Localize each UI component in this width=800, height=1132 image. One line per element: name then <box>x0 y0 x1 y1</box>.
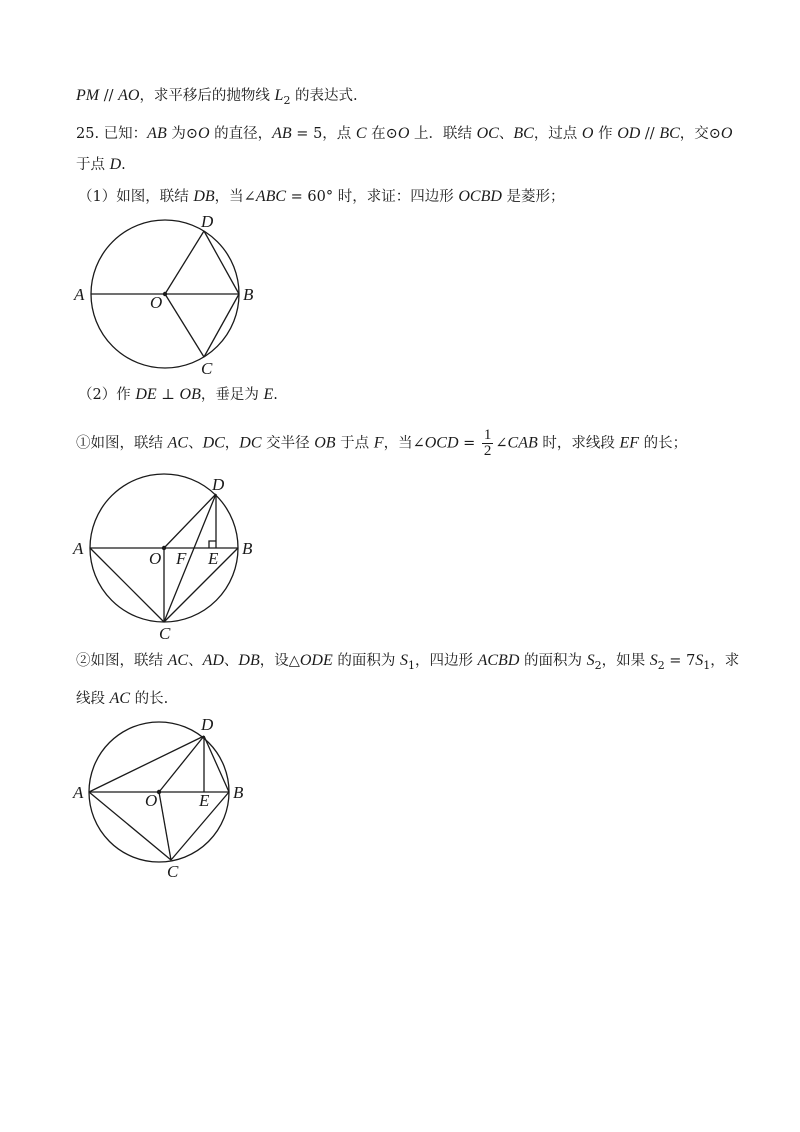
segment-ad <box>89 736 204 792</box>
t: DB <box>238 652 260 669</box>
t: 2 <box>594 658 602 672</box>
t: S <box>586 652 595 669</box>
t: . <box>121 157 126 173</box>
t: BC <box>659 125 680 142</box>
t: EF <box>619 434 640 452</box>
t: OCD <box>424 434 459 452</box>
t: S <box>399 652 408 669</box>
t: 是菱形； <box>501 189 565 205</box>
t: ，交⊙ <box>679 126 721 142</box>
t: . <box>273 387 278 403</box>
t: 在⊙ <box>366 126 398 142</box>
t: 的长. <box>130 691 169 707</box>
right-angle-mark <box>209 541 216 548</box>
t: 1 <box>407 658 415 672</box>
t: 上．联结 <box>409 126 477 142</box>
t: = 60° 时，求证：四边形 <box>286 189 459 205</box>
label-a: A <box>73 783 84 802</box>
t: AB <box>147 125 167 142</box>
t: 的表达式. <box>290 88 358 104</box>
t: 、 <box>498 126 514 142</box>
t: O <box>197 125 210 142</box>
t: ，求平移后的抛物线 <box>139 88 275 104</box>
center-dot <box>163 292 167 296</box>
t: ∠ <box>495 435 508 452</box>
t: 于点 <box>76 157 110 173</box>
line-4 <box>78 385 278 405</box>
t: （2）作 <box>78 387 136 403</box>
t: ODE <box>299 652 333 669</box>
t: OC <box>476 125 499 142</box>
label-e: E <box>199 791 210 810</box>
t: // <box>640 126 660 142</box>
t: 2 <box>483 443 492 459</box>
t: ⊥ <box>156 387 180 403</box>
label-a: A <box>74 285 85 304</box>
label-c: C <box>201 359 213 378</box>
label-d: D <box>212 475 225 494</box>
t: ， <box>224 435 240 452</box>
segment-oc <box>159 792 171 860</box>
t: OD <box>617 125 641 142</box>
t: ①如图，联结 <box>76 435 168 452</box>
figure-2 <box>70 470 280 645</box>
t: ，当∠ <box>383 435 425 452</box>
line-6 <box>76 651 739 676</box>
t: BC <box>513 125 534 142</box>
segment-od <box>164 494 216 548</box>
t: ，垂足为 <box>200 387 264 403</box>
segment-db <box>204 736 229 792</box>
center-dot <box>157 790 161 794</box>
t: 作 <box>593 126 618 142</box>
t: （1）如图，联结 <box>78 189 194 205</box>
t: O <box>397 125 410 142</box>
t: 的长； <box>639 435 688 452</box>
t: ABC <box>255 188 287 205</box>
t: ，四边形 <box>414 653 478 669</box>
label-o: O <box>150 293 163 312</box>
segment-oc <box>165 294 204 357</box>
t: 的面积为 <box>332 653 400 669</box>
t: C <box>355 125 367 142</box>
t: DC <box>202 434 225 452</box>
line-1 <box>76 124 732 144</box>
t: 25. 已知： <box>76 126 148 142</box>
label-a: A <box>73 539 84 558</box>
t: ，当∠ <box>214 189 256 205</box>
segment-db <box>204 231 239 294</box>
t: 1 <box>703 658 711 672</box>
t: 于点 <box>335 435 374 452</box>
t: 的面积为 <box>519 653 587 669</box>
t: S <box>649 652 658 669</box>
t: ，求 <box>710 653 740 669</box>
t: E <box>263 386 274 403</box>
t: 1 <box>483 427 492 443</box>
t: OCBD <box>458 188 502 205</box>
t: DB <box>193 188 215 205</box>
label-d: D <box>201 715 214 734</box>
figure-1 <box>70 208 280 378</box>
label-o: O <box>149 549 162 568</box>
t: F <box>373 434 384 452</box>
t: D <box>109 156 122 173</box>
t: = <box>458 435 480 452</box>
t: ，设△ <box>259 653 300 669</box>
t: O <box>720 125 733 142</box>
t: 时，求线段 <box>537 435 620 452</box>
t: ②如图，联结 <box>76 653 168 669</box>
segment-cb <box>204 294 239 357</box>
line-0 <box>76 86 358 111</box>
line-3 <box>78 187 565 207</box>
line-7 <box>76 689 168 709</box>
t: AD <box>202 652 224 669</box>
t: 为⊙ <box>166 126 198 142</box>
label-e: E <box>208 549 219 568</box>
line-5 <box>76 428 687 459</box>
t: AO <box>118 87 140 104</box>
figure-3 <box>70 712 280 882</box>
t: 的直径， <box>209 126 273 142</box>
segment-ac <box>89 792 171 860</box>
t: S <box>695 652 704 669</box>
line-2 <box>76 155 126 175</box>
t: 线段 <box>76 691 110 707</box>
t: 、 <box>223 653 239 669</box>
label-c: C <box>167 862 179 881</box>
label-b: B <box>243 285 254 304</box>
t: AB <box>272 125 292 142</box>
t: ，如果 <box>601 653 650 669</box>
t: = 5，点 <box>291 126 356 142</box>
t: 2 <box>657 658 665 672</box>
label-b: B <box>242 539 253 558</box>
segment-od <box>159 736 204 792</box>
t: 、 <box>188 435 203 452</box>
label-d: D <box>201 212 214 231</box>
t: AC <box>109 690 131 707</box>
t: 、 <box>188 653 203 669</box>
t: OB <box>179 386 201 403</box>
segment-od <box>165 231 204 294</box>
label-f: F <box>176 549 187 568</box>
t: 交半径 <box>261 435 315 452</box>
t: CAB <box>507 434 538 452</box>
label-b: B <box>233 783 244 802</box>
t: ACBD <box>477 652 520 669</box>
t: DC <box>239 434 262 452</box>
t: 2 <box>283 93 291 107</box>
t: // <box>99 88 119 104</box>
t: OB <box>314 434 336 452</box>
t: ，过点 <box>533 126 582 142</box>
t: AC <box>167 652 189 669</box>
t: PM <box>76 87 100 104</box>
t: DE <box>135 386 157 403</box>
t: AC <box>167 434 189 452</box>
center-dot <box>162 546 166 550</box>
t: = 7 <box>664 653 696 669</box>
t: O <box>581 125 594 142</box>
label-o: O <box>145 791 158 810</box>
t: L <box>274 87 284 104</box>
fraction-half <box>482 428 494 459</box>
label-c: C <box>159 624 171 643</box>
